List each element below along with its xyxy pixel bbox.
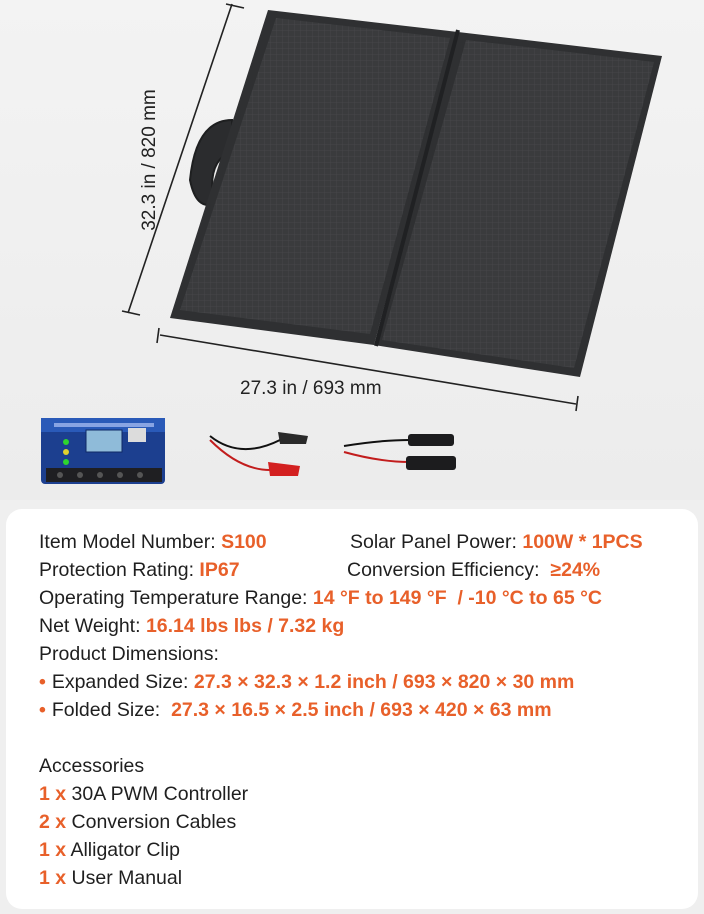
alligator-clip-image: [210, 432, 308, 476]
accessories-heading: Accessories: [39, 755, 145, 777]
charge-controller-image: [41, 418, 165, 484]
expanded-size-value: 27.3 × 32.3 × 1.2 inch / 693 × 820 × 30 mm: [193, 671, 575, 693]
conversion-efficiency-value: ≥24%: [550, 559, 601, 581]
solar-panel-power-label: Solar Panel Power:: [350, 531, 523, 553]
net-weight-value: 16.14 lbs lbs / 7.32 kg: [145, 615, 345, 637]
net-weight-line: [39, 615, 344, 638]
accessory-item: [39, 839, 180, 862]
protection-rating-label: Protection Rating:: [39, 559, 200, 581]
folded-size-label: Folded Size:: [51, 699, 172, 721]
model-number-label: Item Model Number:: [39, 531, 222, 553]
product-dimensions-heading: Product Dimensions:: [39, 643, 219, 665]
specification-card: [6, 509, 698, 909]
conversion-efficiency-label: Conversion Efficiency:: [347, 559, 551, 581]
operating-temperature-label: Operating Temperature Range:: [39, 587, 313, 609]
width-dimension-label: 27.3 in / 693 mm: [240, 378, 382, 399]
accessory-name: Conversion Cables: [66, 811, 237, 833]
folded-size-line: [39, 699, 552, 722]
protection-rating-line: [39, 559, 240, 582]
model-number-value: S100: [221, 531, 267, 553]
model-number-line: [39, 531, 267, 554]
expanded-size-label: Expanded Size:: [51, 671, 194, 693]
solar-panel-power-value: 100W * 1PCS: [522, 531, 643, 553]
net-weight-label: Net Weight:: [39, 615, 146, 637]
conversion-efficiency-line: [347, 559, 600, 582]
expanded-size-line: [39, 671, 574, 694]
operating-temperature-line: [39, 587, 602, 610]
accessory-quantity: 1 x: [39, 867, 67, 889]
conversion-cable-image: [344, 434, 456, 470]
operating-temperature-value: 14 °F to 149 °F / -10 °C to 65 °C: [312, 587, 602, 609]
accessory-quantity: 1 x: [39, 783, 67, 805]
accessory-name: User Manual: [66, 867, 183, 889]
accessory-name: 30A PWM Controller: [66, 783, 249, 805]
folded-size-value: 27.3 × 16.5 × 2.5 inch / 693 × 420 × 63 mm: [171, 699, 552, 721]
accessory-quantity: 2 x: [39, 811, 67, 833]
accessory-item: [39, 783, 248, 806]
accessory-name: Alligator Clip: [66, 839, 180, 861]
protection-rating-value: IP67: [199, 559, 240, 581]
accessory-item: [39, 811, 236, 834]
bullet-icon: •: [39, 699, 46, 721]
accessory-item: [39, 867, 182, 890]
accessory-quantity: 1 x: [39, 839, 67, 861]
bullet-icon: •: [39, 671, 46, 693]
solar-panel-power-line: [350, 531, 643, 554]
height-dimension-label: 32.3 in / 820 mm: [139, 89, 160, 231]
